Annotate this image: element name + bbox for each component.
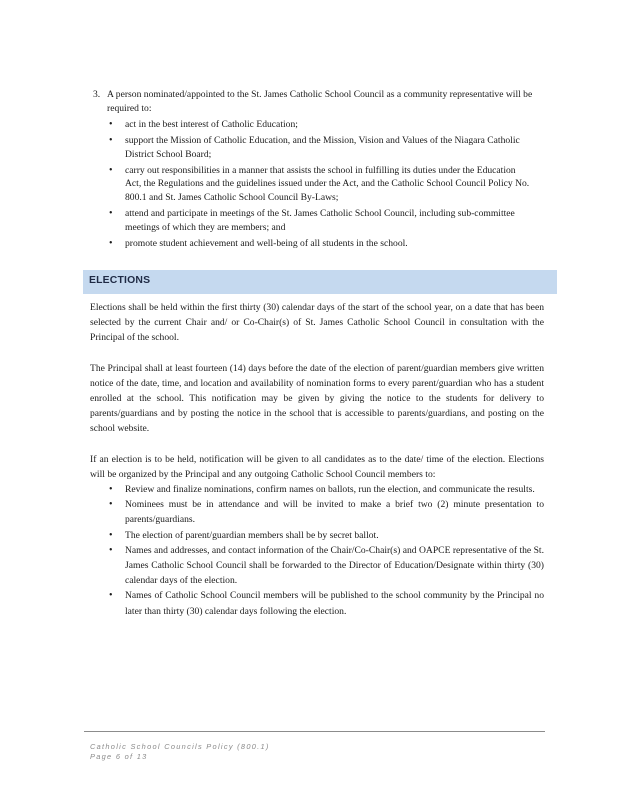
paragraph: If an election is to be held, notification will be given to all candidates as to the date/ time of the election. Elections will be organized by the Principal and any outgoing Catholic School Council members to: <box>90 453 544 480</box>
footer-divider <box>84 731 545 732</box>
list-item: • act in the best interest of Catholic Education; <box>107 118 533 132</box>
list-item: • promote student achievement and well-being of all students in the school. <box>107 237 533 251</box>
list-item: • support the Mission of Catholic Education, and the Mission, Vision and Values of the Niagara Catholic District School Board; <box>107 134 533 161</box>
list-item: • carry out responsibilities in a manner that assists the school in fulfilling its duties under the Education Act, the Regulations and the guidelines issued under the Act, and the Catholic School Council Policy No. 800.1 and St. James Catholic School Council By-Laws; <box>107 164 533 205</box>
elections-body <box>90 300 544 619</box>
list-item: • attend and participate in meetings of the St. James Catholic School Council, including sub-committee meetings of which they are members; and <box>107 207 533 234</box>
list-item: • Names and addresses, and contact information of the Chair/Co-Chair(s) and OAPCE representative of the St. James Catholic School Council shall be forwarded to the Director of Education/Designate within thirty (30) calendar days of the election. <box>106 543 544 589</box>
item3-bullet-list <box>107 118 533 251</box>
section-heading-elections: ELECTIONS <box>83 270 557 294</box>
list-item: • The election of parent/guardian members shall be by secret ballot. <box>106 528 544 543</box>
item-text <box>107 88 533 251</box>
elections-bullet-list <box>106 482 544 619</box>
paragraph: The Principal shall at least fourteen (14) days before the date of the election of parent/guardian members give written notice of the date, time, and location and availability of nomination forms to every parent/guardian who has a student enrolled at the school. This notification may be given by giving the notice to the students for delivery to parents/guardians and by posting the notice in the school that is accessible to parents/guardians, and posting on the school website. <box>90 362 544 435</box>
paragraph: Elections shall be held within the first thirty (30) calendar days of the start of the school year, on a date that has been selected by the current Chair and/ or Co-Chair(s) of St. James Catholic School Council in consultation with the Principal of the school. <box>90 302 544 344</box>
list-item: • Review and finalize nominations, confirm names on ballots, run the election, and communicate the results. <box>106 482 544 497</box>
list-item: • Names of Catholic School Council members will be published to the school community by the Principal no later than thirty (30) calendar days following the election. <box>106 588 544 618</box>
footer-policy-name: Catholic School Councils Policy (800.1) <box>90 742 270 751</box>
list-item: • Nominees must be in attendance and will be invited to make a brief two (2) minute presentation to parents/guardians. <box>106 497 544 527</box>
numbered-item-3 <box>93 88 533 251</box>
item-intro: A person nominated/appointed to the St. James Catholic School Council as a community representative will be required to: <box>107 89 533 114</box>
item-number: 3. <box>93 89 101 100</box>
page-footer <box>90 742 270 761</box>
footer-page-number: Page 6 of 13 <box>90 751 148 761</box>
